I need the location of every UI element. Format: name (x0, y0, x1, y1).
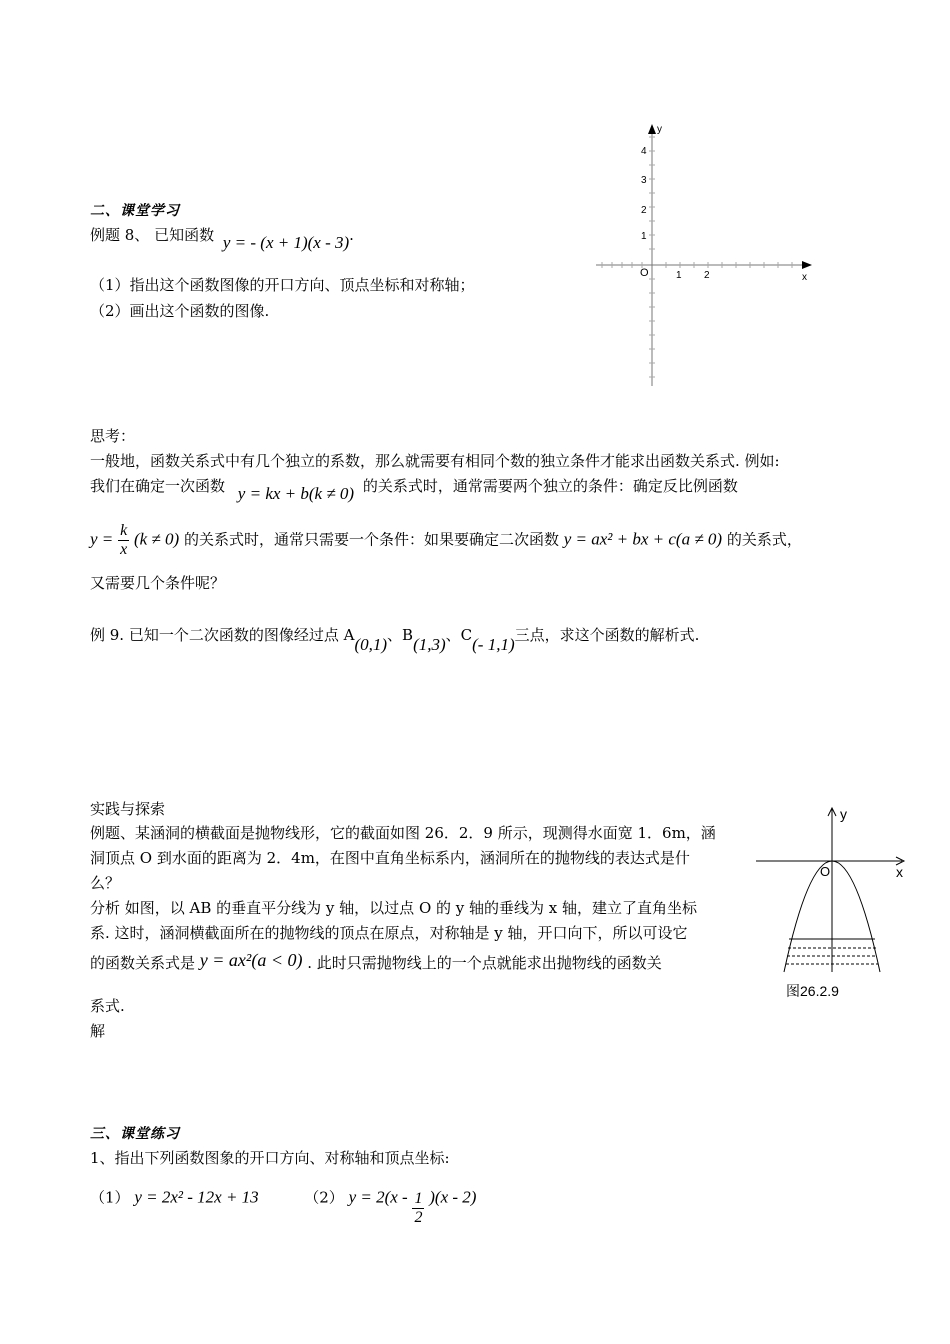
exercise-item-2-fraction (412, 1190, 424, 1227)
think-line-2 (90, 475, 738, 503)
exercise-item-1-formula: y = 2x² - 12x + 13 (134, 1187, 259, 1207)
example8-question (90, 224, 354, 252)
practice-line-5: 系. 这时，涵洞横截面所在的抛物线的顶点在原点，对称轴是 y 轴，开口向下，所以可设它 (90, 924, 688, 942)
think-line-3 (90, 522, 802, 559)
think-line-3-post: 的关系式， (726, 530, 802, 549)
practice-line-1: 例题、某涵洞的横截面是抛物线形，它的截面如图 26．2．9 所示，现测得水面宽 1．6m，涵 (90, 824, 716, 842)
think-title: 思考： (90, 427, 136, 445)
point-c: (- 1,1) (472, 635, 515, 654)
inverse-function-condition: (k ≠ 0) (133, 529, 180, 549)
example8-q2: （2）画出这个函数的图像. (90, 302, 270, 320)
culvert-figure (752, 800, 912, 1005)
example9-lead: 例 9. 已知一个二次函数的图像经过点 A (90, 626, 355, 644)
x-axis-label: x (802, 272, 807, 283)
section-title-2: 二、课堂学习 (90, 203, 180, 219)
x-tick-label: 1 (676, 270, 682, 281)
origin-label: O (640, 267, 649, 279)
x-axis-arrow (802, 261, 812, 269)
practice-line-6 (90, 952, 662, 973)
example9-question (90, 624, 700, 654)
culvert-formula: y = ax²(a < 0) (199, 950, 303, 970)
y-axis-label: y (840, 806, 847, 822)
quadratic-function-formula: y = ax² + bx + c(a ≠ 0) (563, 529, 723, 549)
practice-line-6-post: . 此时只需抛物线上的一个点就能求出抛物线的函数关 (307, 954, 662, 972)
think-line-1: 一般地，函数关系式中有几个独立的系数，那么就需要有相同个数的独立条件才能求出函数关系式. 例如: (90, 452, 780, 470)
practice-line-4: 分析 如图，以 AB 的垂直平分线为 y 轴，以过点 O 的 y 轴的垂线为 x 轴，建立了直角坐标 (90, 899, 698, 917)
think-line-4: 又需要几个条件呢？ (90, 574, 226, 592)
y-tick-label: 2 (641, 205, 647, 216)
y-axis-arrow (648, 124, 656, 134)
fraction-numerator: 1 (414, 1190, 423, 1207)
y-axis-label: y (657, 124, 662, 135)
y-tick-label: 1 (641, 231, 647, 242)
x-tick-label: 2 (704, 270, 710, 281)
practice-line-3: 么？ (90, 874, 121, 892)
figure-caption: 图26.2.9 (786, 983, 839, 999)
think-line-2-post: 的关系式时，通常需要两个独立的条件：确定反比例函数 (362, 477, 738, 495)
think-line-3-mid: 的关系式时，通常只需要一个条件：如果要确定二次函数 (183, 530, 559, 549)
example8-formula: y = - (x + 1)(x - 3) (222, 233, 350, 252)
exercise-item-1-label: （1） (90, 1188, 130, 1207)
coordinate-axes-figure (590, 118, 820, 388)
think-line-2-pre: 我们在确定一次函数 (90, 477, 226, 495)
exercise-item-2-label: （2） (304, 1188, 344, 1207)
y-tick-label: 3 (641, 175, 647, 186)
inverse-function-y: y = (90, 529, 114, 549)
practice-line-7: 系式. (90, 997, 125, 1015)
origin-label: O (820, 864, 831, 879)
section-title-3: 三、课堂练习 (90, 1126, 180, 1142)
example8-q1: （1）指出这个函数图像的开口方向、顶点坐标和对称轴； (90, 276, 475, 294)
practice-line-2: 洞顶点 O 到水面的距离为 2．4m，在图中直角坐标系内，涵洞所在的抛物线的表达式是什 (90, 849, 690, 867)
exercise-1-question: 1、指出下列函数图象的开口方向、对称轴和顶点坐标: (90, 1149, 450, 1167)
exercise-1-items (90, 1180, 477, 1226)
point-a: (0,1) (354, 635, 388, 654)
fraction-denominator: 2 (414, 1209, 423, 1226)
y-tick-label: 4 (641, 146, 647, 157)
example9-sep-2: 、C (445, 626, 473, 644)
example9-tail: 三点，求这个函数的解析式. (514, 626, 700, 644)
inverse-function-fraction (118, 522, 129, 559)
linear-function-formula: y = kx + b(k ≠ 0) (237, 484, 355, 503)
point-b: (1,3) (413, 635, 446, 654)
fraction-denominator: x (120, 541, 128, 558)
exercise-item-2-pre: y = 2(x - (348, 1187, 408, 1207)
answer-label: 解 (90, 1022, 106, 1040)
example8-period: . (349, 226, 354, 244)
fraction-numerator: k (120, 522, 128, 539)
practice-title: 实践与探索 (90, 800, 166, 818)
example9-sep-1: 、B (387, 626, 414, 644)
practice-line-6-pre: 的函数关系式是 (90, 954, 196, 972)
example8-lead: 例题 8、 已知函数 (90, 226, 215, 244)
x-axis-label: x (896, 864, 903, 880)
exercise-item-2-post: )(x - 2) (429, 1187, 477, 1207)
